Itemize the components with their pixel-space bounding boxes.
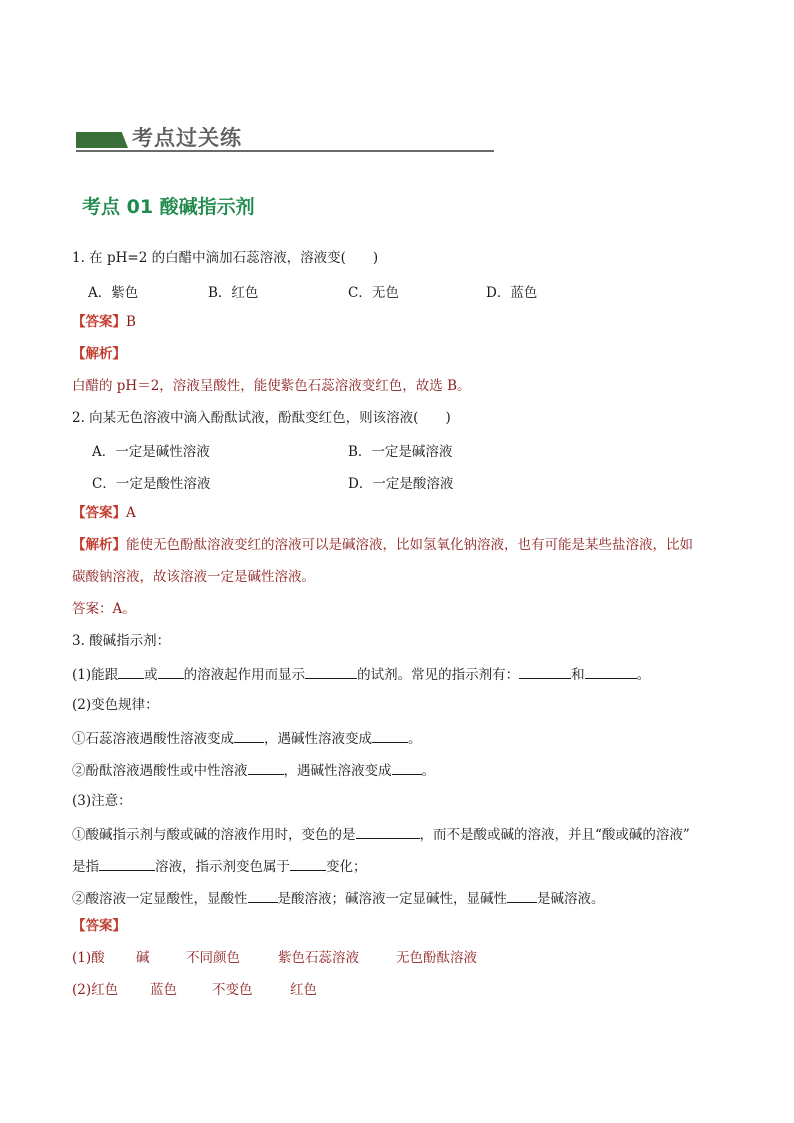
q3-answer-1-5: 无色酚酞溶液	[396, 950, 477, 966]
q3-answer-row2	[72, 981, 317, 999]
q3-p1-text-c: 的溶液起作用而显示	[183, 667, 306, 683]
q3-p3-2-text-c: 变化；	[326, 859, 367, 875]
blank-field[interactable]	[248, 760, 284, 775]
q3-p2-1-text-c: 。	[408, 731, 422, 747]
q3-answer-label: 【答案】	[72, 918, 126, 934]
q3-answer-tag	[72, 917, 126, 935]
q1-option-c: C．无色	[348, 285, 399, 301]
q2-answer-tag: 【答案】	[72, 505, 126, 521]
q3-p2-1-text-b: ，遇碱性溶液变成	[264, 731, 372, 747]
section-title: 考点 01 酸碱指示剂	[82, 196, 255, 218]
blank-field[interactable]	[585, 664, 637, 679]
q2-analysis-tag: 【解析】	[72, 537, 126, 553]
q3-p1-text-a: (1)能跟	[72, 667, 119, 683]
q2-option-b: B．一定是碱溶液	[348, 444, 453, 460]
q3-p1-text-d: 的试剂。常见的指示剂有：	[357, 667, 520, 683]
q3-part1	[72, 664, 650, 684]
q1-option-d: D．蓝色	[486, 285, 538, 301]
blank-field[interactable]	[234, 728, 264, 743]
q1-answer-value: B	[126, 314, 136, 330]
q1-analysis-tag	[72, 345, 126, 363]
banner-rule	[76, 150, 494, 152]
blank-field[interactable]	[158, 664, 184, 679]
blank-field[interactable]	[305, 664, 357, 679]
q3-p1-text-f: 。	[636, 667, 651, 683]
q1-stem: 1. 在 pH=2 的白醋中滴加石蕊溶液，溶液变( )	[72, 250, 379, 266]
q3-p3-2-text-b: 溶液，指示剂变色属于	[155, 859, 290, 875]
q3-answer-1-1: (1)酸	[72, 950, 105, 966]
section-banner	[76, 122, 494, 152]
q3-part3-item1-cont	[72, 856, 367, 876]
q1-answer-tag: 【答案】	[72, 314, 126, 330]
q2-option-a: A．一定是碱性溶液	[92, 444, 210, 460]
blank-field[interactable]	[118, 664, 144, 679]
blank-field[interactable]	[290, 856, 326, 871]
q3-part3-item2	[72, 888, 605, 908]
q3-p2-1-text-a: ①石蕊溶液遇酸性溶液变成	[72, 731, 234, 747]
q3-stem: 3. 酸碱指示剂：	[72, 633, 171, 649]
q3-p3-1-text-a: ①酸碱指示剂与酸或碱的溶液作用时，变色的是	[72, 827, 356, 843]
q3-answer-2-4: 红色	[290, 982, 317, 998]
q3-part2-title: (2)变色规律：	[72, 697, 159, 713]
blank-field[interactable]	[507, 888, 537, 903]
q2-analysis-line2: 碳酸钠溶液，故该溶液一定是碱性溶液。	[72, 569, 315, 585]
q3-p3-3-text-a: ②酸溶液一定显酸性，显酸性	[72, 891, 248, 907]
q3-answer-2-1: (2)红色	[72, 982, 119, 998]
q3-p1-text-b: 或	[144, 667, 158, 683]
q2-answer-value: A	[126, 505, 136, 521]
q3-answer-row1	[72, 949, 477, 967]
q3-part3-item1	[72, 824, 690, 844]
q2-stem: 2. 向某无色溶液中滴入酚酞试液，酚酞变红色，则该溶液( )	[72, 410, 451, 426]
q3-p3-2-text-a: 是指	[72, 859, 99, 875]
q3-answer-1-2: 碱	[136, 950, 150, 966]
q3-p2-2-text-b: ，遇碱性溶液变成	[283, 763, 392, 779]
q3-answer-1-4: 紫色石蕊溶液	[278, 950, 359, 966]
q1-answer	[72, 313, 136, 331]
q3-part2-item1	[72, 728, 422, 748]
q3-part2-item2	[72, 760, 435, 780]
blank-field[interactable]	[99, 856, 155, 871]
blank-field[interactable]	[519, 664, 571, 679]
q3-p3-3-text-b: 是酸溶液；碱溶液一定显碱性，显碱性	[277, 891, 507, 907]
q3-answer-2-3: 不变色	[212, 982, 253, 998]
q3-p3-3-text-c: 是碱溶液。	[537, 891, 605, 907]
q3-p1-text-e: 和	[571, 667, 585, 683]
q1-analysis: 白醋的 pH＝2，溶液呈酸性，能使紫色石蕊溶液变红色，故选 B。	[72, 378, 471, 394]
q2-answer	[72, 504, 136, 522]
q2-analysis	[72, 536, 693, 554]
q1-analysis-label: 【解析】	[72, 346, 126, 362]
blank-field[interactable]	[356, 824, 420, 839]
q3-answer-2-2: 蓝色	[150, 982, 177, 998]
q2-option-c: C．一定是酸性溶液	[92, 476, 211, 492]
blank-field[interactable]	[392, 760, 422, 775]
blank-field[interactable]	[248, 888, 278, 903]
banner-title: 考点过关练	[132, 125, 242, 150]
q2-option-d: D．一定是酸溶液	[348, 476, 454, 492]
q3-part3-title: (3)注意：	[72, 793, 132, 809]
blank-field[interactable]	[372, 728, 408, 743]
q3-p2-2-text-a: ②酚酞溶液遇酸性或中性溶液	[72, 763, 248, 779]
q3-p2-2-text-c: 。	[421, 763, 435, 779]
q1-option-b: B．红色	[208, 285, 259, 301]
q3-answer-1-3: 不同颜色	[186, 950, 240, 966]
q3-p3-1-text-b: ，而不是酸或碱的溶液，并且“酸或碱的溶液”	[419, 827, 690, 843]
q2-analysis-line1: 能使无色酚酞溶液变红的溶液可以是碱溶液，比如氢氧化钠溶液，也有可能是某些盐溶液，比如	[126, 537, 693, 553]
banner-bar-decoration	[76, 132, 128, 148]
q2-final-answer: 答案：A。	[72, 601, 136, 617]
q1-option-a: A．紫色	[88, 285, 139, 301]
